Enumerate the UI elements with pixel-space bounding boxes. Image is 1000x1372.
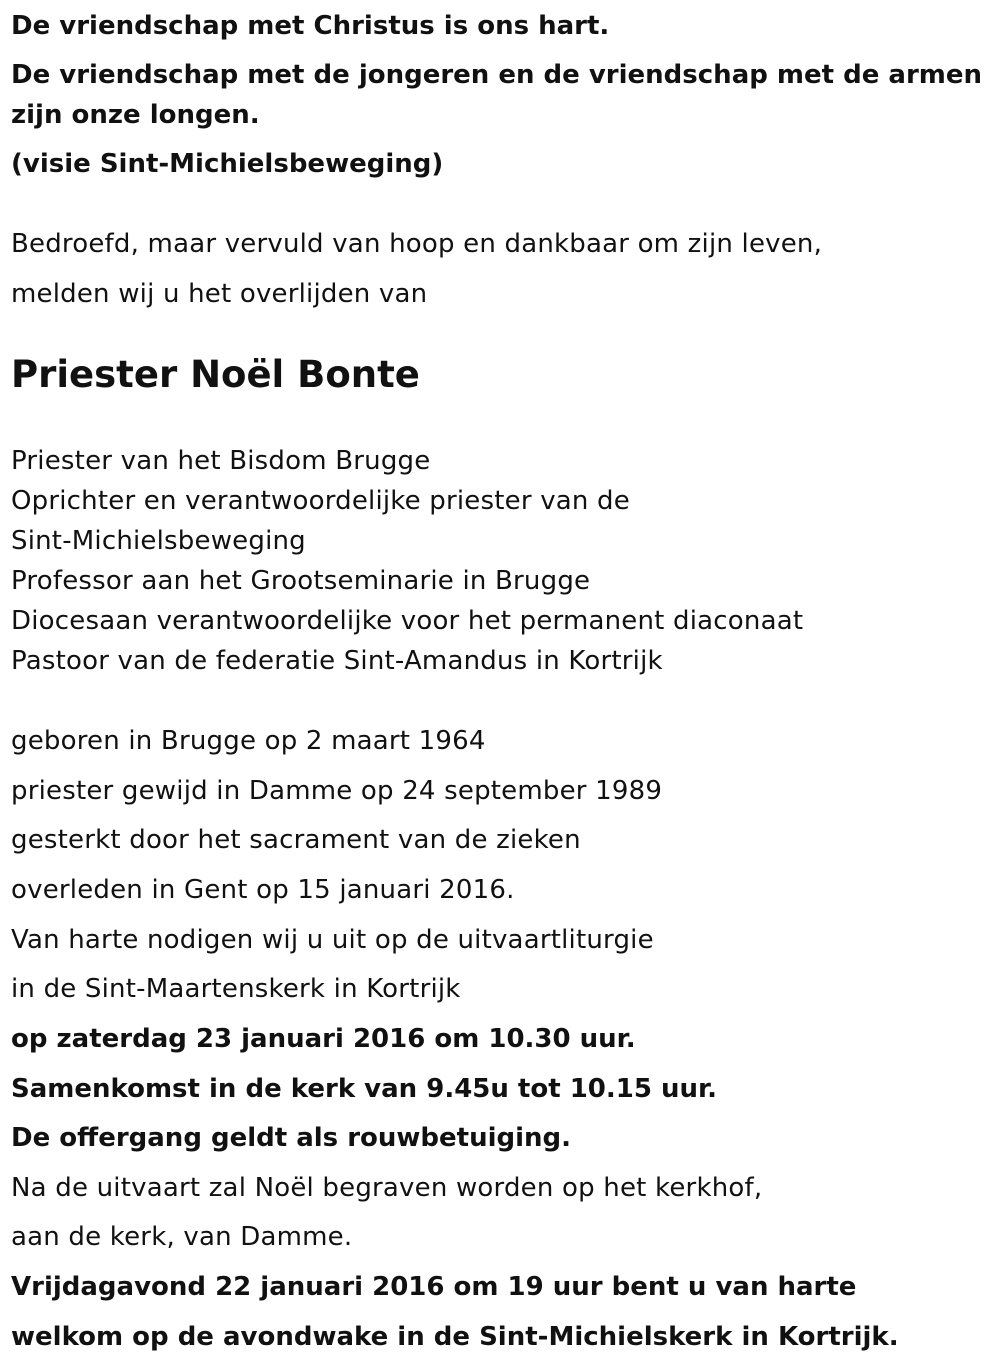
deceased-name: Priester Noël Bonte — [11, 353, 420, 396]
function-line: Priester van het Bisdom Brugge — [11, 446, 431, 476]
announcement-line-2: melden wij u het overlijden van — [11, 279, 428, 309]
funeral-gathering: Samenkomst in de kerk van 9.45u tot 10.15 uur. — [11, 1074, 718, 1104]
sacrament-line: gesterkt door het sacrament van de zieken — [11, 825, 581, 855]
announcement-line-1: Bedroefd, maar vervuld van hoop en dankbaar om zijn leven, — [11, 229, 823, 259]
function-line: Oprichter en verantwoordelijke priester van de — [11, 486, 630, 516]
wake-line-1: Vrijdagavond 22 januari 2016 om 19 uur bent u van harte — [11, 1272, 857, 1302]
function-line: Diocesaan verantwoordelijke voor het permanent diaconaat — [11, 606, 804, 636]
wake-line-2: welkom op de avondwake in de Sint-Michielskerk in Kortrijk. — [11, 1322, 899, 1352]
function-line: Sint-Michielsbeweging — [11, 526, 306, 556]
motto-source: (visie Sint-Michielsbeweging) — [11, 149, 444, 179]
ordained-line: priester gewijd in Damme op 24 september 1989 — [11, 776, 663, 806]
funeral-church: in de Sint-Maartenskerk in Kortrijk — [11, 974, 461, 1004]
funeral-offering: De offergang geldt als rouwbetuiging. — [11, 1123, 572, 1153]
died-line: overleden in Gent op 15 januari 2016. — [11, 875, 515, 905]
function-line: Professor aan het Grootseminarie in Brugge — [11, 566, 591, 596]
born-line: geboren in Brugge op 2 maart 1964 — [11, 726, 486, 756]
motto-line-3: zijn onze longen. — [11, 100, 260, 130]
burial-line-2: aan de kerk, van Damme. — [11, 1222, 353, 1252]
motto-line-1: De vriendschap met Christus is ons hart. — [11, 11, 610, 41]
burial-line-1: Na de uitvaart zal Noël begraven worden op het kerkhof, — [11, 1173, 763, 1203]
funeral-invite: Van harte nodigen wij u uit op de uitvaartliturgie — [11, 925, 654, 955]
funeral-datetime: op zaterdag 23 januari 2016 om 10.30 uur. — [11, 1024, 636, 1054]
motto-line-2: De vriendschap met de jongeren en de vriendschap met de armen — [11, 60, 983, 90]
function-line: Pastoor van de federatie Sint-Amandus in Kortrijk — [11, 646, 663, 676]
